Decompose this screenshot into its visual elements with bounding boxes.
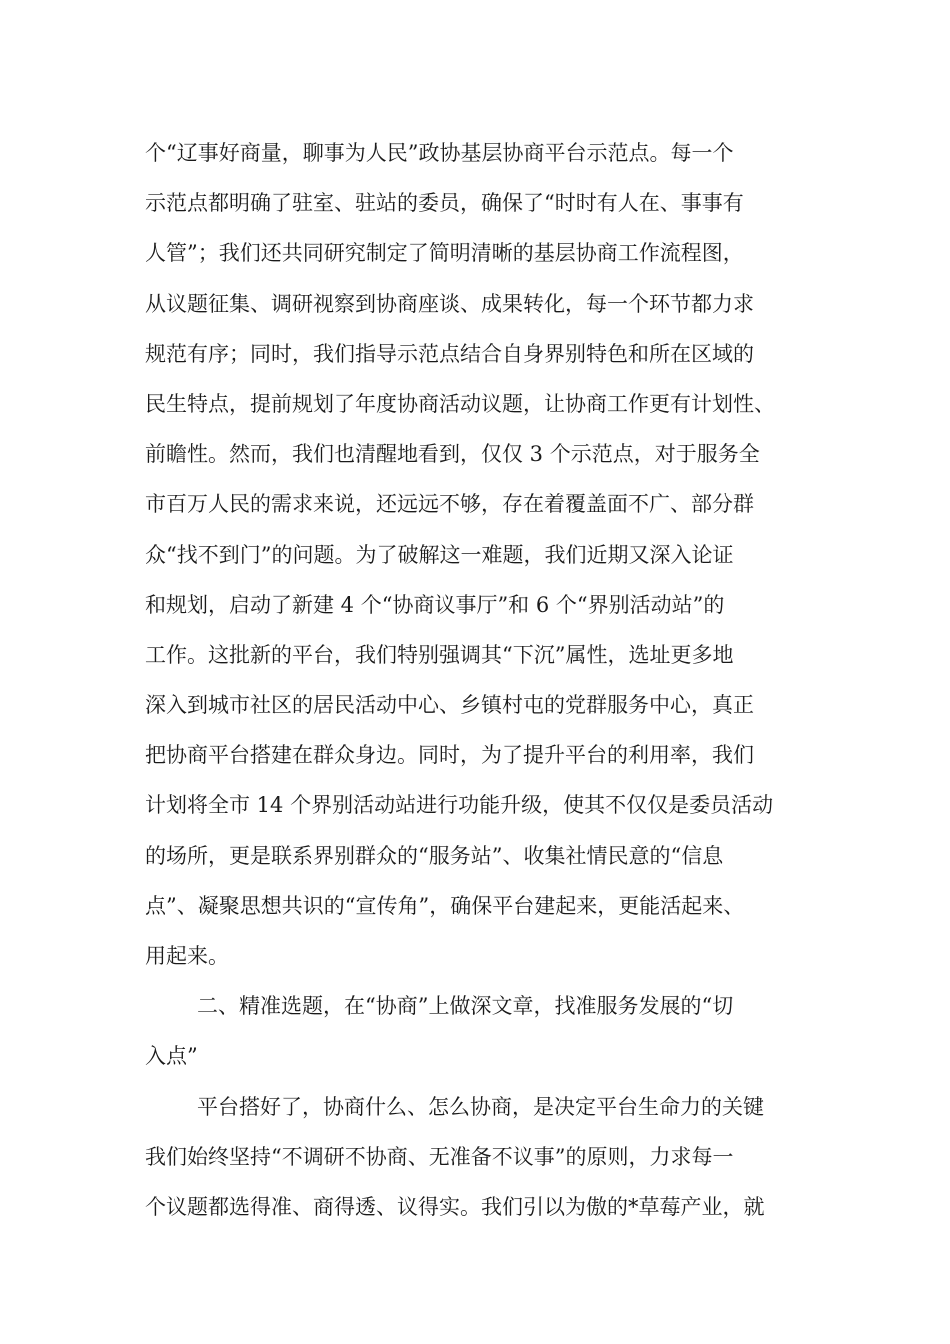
text-line: 把协商平台搭建在群众身边。同时，为了提升平台的利用率，我们 (145, 743, 754, 768)
text-line: 的场所，更是联系界别群众的“服务站”、收集社情民意的“信息 (145, 843, 724, 868)
text-line: 民生特点，提前规划了年度协商活动议题，让协商工作更有计划性、 (145, 391, 775, 416)
text-line: 个“辽事好商量，聊事为人民”政协基层协商平台示范点。每一个 (145, 141, 734, 165)
text-line: 计划将全市 14 个界别活动站进行功能升级，使其不仅仅是委员活动 (145, 793, 774, 818)
text-line: 和规划，启动了新建 4 个“协商议事厅”和 6 个“界别活动站”的 (145, 592, 725, 617)
text-line: 从议题征集、调研视察到协商座谈、成果转化，每一个环节都力求 (145, 291, 754, 316)
document-body (145, 128, 815, 1232)
text-line: 人管”；我们还共同研究制定了简明清晰的基层协商工作流程图， (145, 241, 744, 266)
text-line: 示范点都明确了驻室、驻站的委员，确保了“时时有人在、事事有 (145, 191, 744, 216)
text-line: 深入到城市社区的居民活动中心、乡镇村屯的党群服务中心，真正 (145, 693, 754, 718)
paragraph-start: 平台搭好了，协商什么、怎么协商，是决定平台生命力的关键 (197, 1094, 764, 1119)
text-line: 前瞻性。然而，我们也清醒地看到，仅仅 3 个示范点，对于服务全 (145, 442, 760, 467)
text-line: 个议题都选得准、商得透、议得实。我们引以为傲的*草莓产业，就 (145, 1194, 765, 1219)
text-line: 我们始终坚持“不调研不协商、无准备不议事”的原则，力求每一 (145, 1144, 734, 1169)
text-line: 点”、凝聚思想共识的“宣传角”，确保平台建起来，更能活起来、 (145, 893, 745, 918)
text-line: 众“找不到门”的问题。为了破解这一难题，我们近期又深入论证 (145, 542, 734, 567)
section-heading-continued: 入点” (145, 1044, 198, 1069)
section-heading: 二、精准选题，在“协商”上做深文章，找准服务发展的“切 (197, 994, 734, 1019)
text-line: 规范有序；同时，我们指导示范点结合自身界别特色和所在区域的 (145, 341, 754, 366)
text-line: 工作。这批新的平台，我们特别强调其“下沉”属性，选址更多地 (145, 642, 734, 667)
text-line: 市百万人民的需求来说，还远远不够，存在着覆盖面不广、部分群 (145, 492, 754, 517)
text-line: 用起来。 (145, 944, 229, 968)
